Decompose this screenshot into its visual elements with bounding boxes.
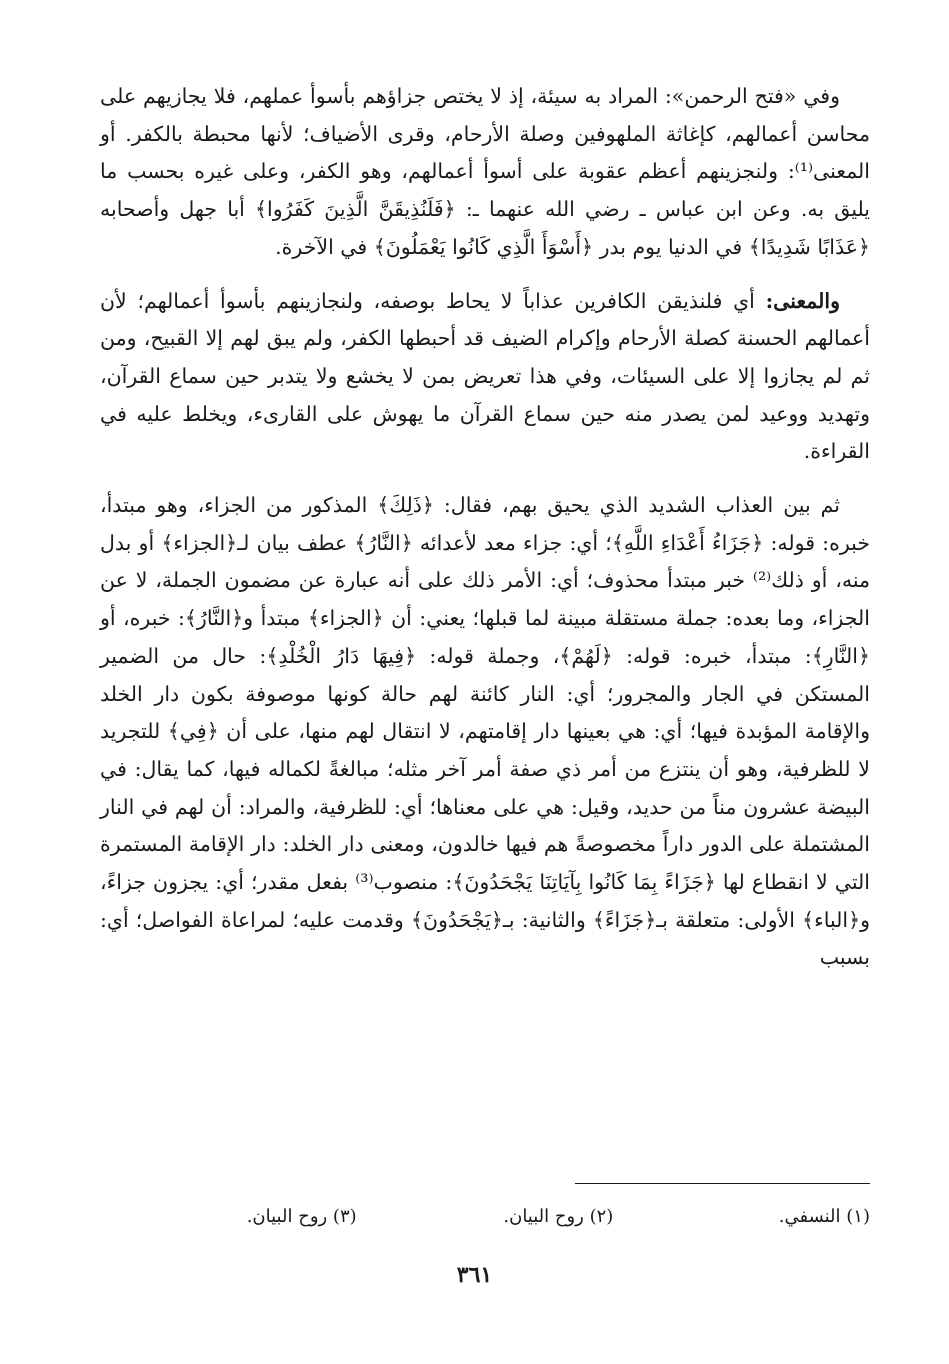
page-number: ٣٦١ bbox=[456, 1262, 493, 1288]
footnote-3: (٣) روح البيان. bbox=[246, 1206, 357, 1227]
paragraph-2-text: أي فلنذيقن الكافرين عذاباً لا يحاط بوصفه، ولنجازينهم بأسوأ أعمالهم؛ لأن أعمالهم الحسنة كصلة الأرحام وإكرام الضيف قد أحبطها الكفر، ولم يبق لهم إلا القبيح، ومن ثم لم يجازوا إلا على السيئات، وفي هذا تعريض بمن لا يخشع ولا يتدبر حين سماع القرآن، وتهديد ووعيد لمن يصدر منه حين سماع القرآن ما يهوش على القارىء، ويخلط عليه في القراءة. bbox=[100, 288, 870, 464]
footnote-2: (٢) روح البيان. bbox=[503, 1206, 614, 1227]
paragraph-3-text: ثم بين العذاب الشديد الذي يحيق بهم، فقال: ﴿ذَلِكَ﴾ المذكور من الجزاء، وهو مبتدأ، خبره: قوله: ﴿جَزَاءُ أَعْدَاءِ اللَّهِ﴾؛ أي: جزاء معد لأعدائه ﴿النَّارُ﴾ عطف بيان لـ﴿الجزاء﴾ أو بدل منه، أو ذلك⁽²⁾ خبر مبتدأ محذوف؛ أي: الأمر ذلك على أنه عبارة عن مضمون الجملة، لا عن الجزاء، وما بعده: جملة مستقلة مبينة لما قبلها؛ يعني: أن ﴿الجزاء﴾ مبتدأ و﴿النَّارُ﴾: خبره، أو ﴿النَّارِ﴾: مبتدأ، خبره: قوله: ﴿لَهُمْ﴾، وجملة قوله: ﴿فِيهَا دَارُ الْخُلْدِ﴾: حال من الضمير المستكن في الجار والمجرور؛ أي: النار كائنة لهم حالة كونها موصوفة بكون دار الخلد والإقامة المؤبدة فيها؛ أي: هي بعينها دار إقامتهم، لا انتقال لهم منها، على أن ﴿فِي﴾ للتجريد لا للظرفية، وهو أن ينتزع من أمر ذي صفة أمر آخر مثله؛ مبالغةً لكماله فيها، كما يقال: في البيضة عشرون مناً من حديد، وقيل: هي على معناها؛ أي: للظرفية، والمراد: أن لهم في النار المشتملة على الدور داراً مخصوصةً هم فيها خالدون، ومعنى دار الخلد: دار الإقامة المستمرة التي لا انقطاع لها ﴿جَزَاءً بِمَا كَانُوا بِآيَاتِنَا يَجْحَدُونَ﴾: منصوب⁽³⁾ بفعل مقدر؛ أي: يجزون جزاءً، و﴿الباء﴾ الأولى: متعلقة بـ﴿جَزَاءً﴾ والثانية: بـ﴿يَجْحَدُونَ﴾ وقدمت عليه؛ لمراعاة الفواصل؛ أي: بسبب bbox=[100, 493, 871, 970]
paragraph-1 bbox=[100, 78, 870, 267]
paragraph-2-lead: والمعنى: bbox=[765, 288, 840, 313]
paragraph-3 bbox=[100, 487, 870, 977]
paragraph-1-text: وفي «فتح الرحمن»: المراد به سيئة، إذ لا يختص جزاؤهم بأسوأ عملهم، فلا يجازيهم على محاسن أعمالهم، كإغاثة الملهوفين وصلة الأرحام، وقرى الأضياف؛ لأنها محبطة بالكفر. أو المعنى⁽¹⁾: ولنجزينهم أعظم عقوبة على أسوأ أعمالهم، وهو الكفر، وعلى غيره بحسب ما يليق به. وعن ابن عباس ـ رضي الله عنهما ـ: ﴿فَلَنُذِيقَنَّ الَّذِينَ كَفَرُوا﴾ أبا جهل وأصحابه ﴿عَذَابًا شَدِيدًا﴾ في الدنيا يوم بدر ﴿أَسْوَأَ الَّذِي كَانُوا يَعْمَلُونَ﴾ في الآخرة. bbox=[100, 84, 870, 259]
footnote-divider bbox=[575, 1183, 870, 1184]
footnotes bbox=[100, 1203, 870, 1231]
paragraph-2 bbox=[100, 283, 870, 472]
footnote-1: (١) النسفي. bbox=[778, 1206, 870, 1227]
page-body bbox=[100, 78, 870, 993]
